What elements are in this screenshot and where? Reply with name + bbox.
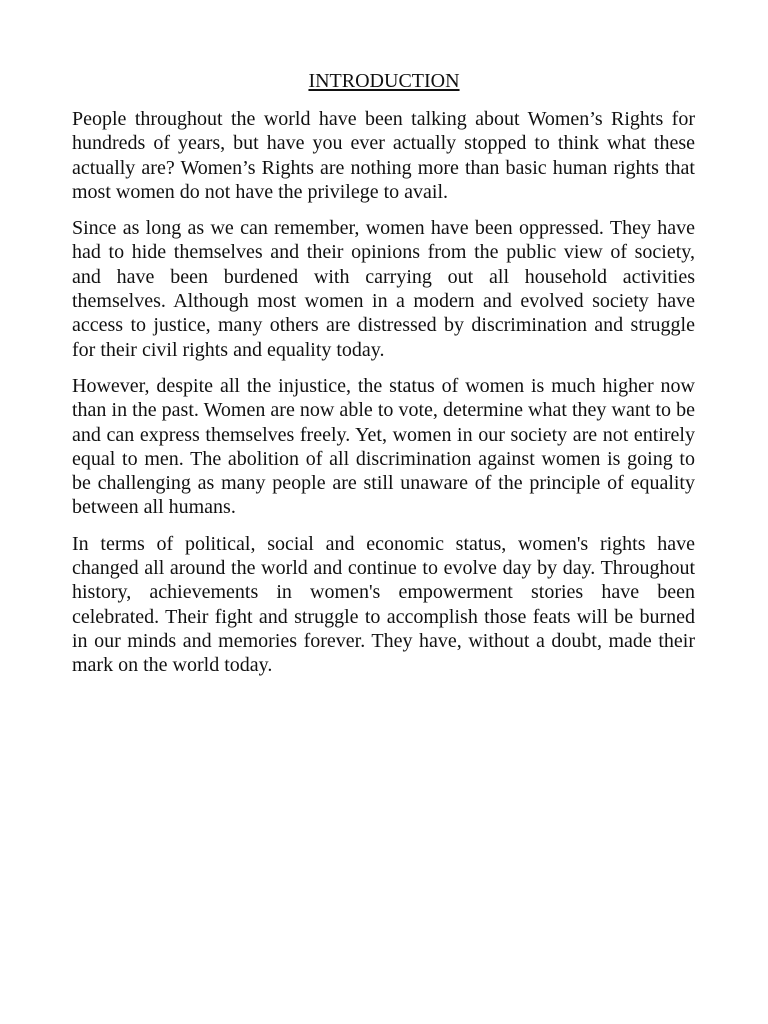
paragraph-4: In terms of political, social and economic status, women's rights have changed all around the world and continue to evolve day by day. Throughout history, achievements in women's empowerment stories have been celebrated. Their fight and struggle to accomplish those feats will be burned in our minds and memories forever. They have, without a doubt, made their mark on the world today. <box>72 532 695 677</box>
paragraph-3: However, despite all the injustice, the status of women is much higher now than in the past. Women are now able to vote, determine what they want to be and can express themselves freely. Yet, women in our society are not entirely equal to men. The abolition of all discrimination against women is going to be challenging as many people are still unaware of the principle of equality between all humans. <box>72 374 695 519</box>
paragraph-2: Since as long as we can remember, women have been oppressed. They have had to hide themselves and their opinions from the public view of society, and have been burdened with carrying out all household activities themselves. Although most women in a modern and evolved society have access to justice, many others are distressed by discrimination and struggle for their civil rights and equality today. <box>72 217 695 361</box>
document-title: INTRODUCTION <box>308 70 460 92</box>
document-body <box>72 107 695 690</box>
paragraph-1: People throughout the world have been talking about Women’s Rights for hundreds of years, but have you ever actually stopped to think what these actually are? Women’s Rights are nothing more than basic human rights that most women do not have the privilege to avail. <box>72 108 695 203</box>
